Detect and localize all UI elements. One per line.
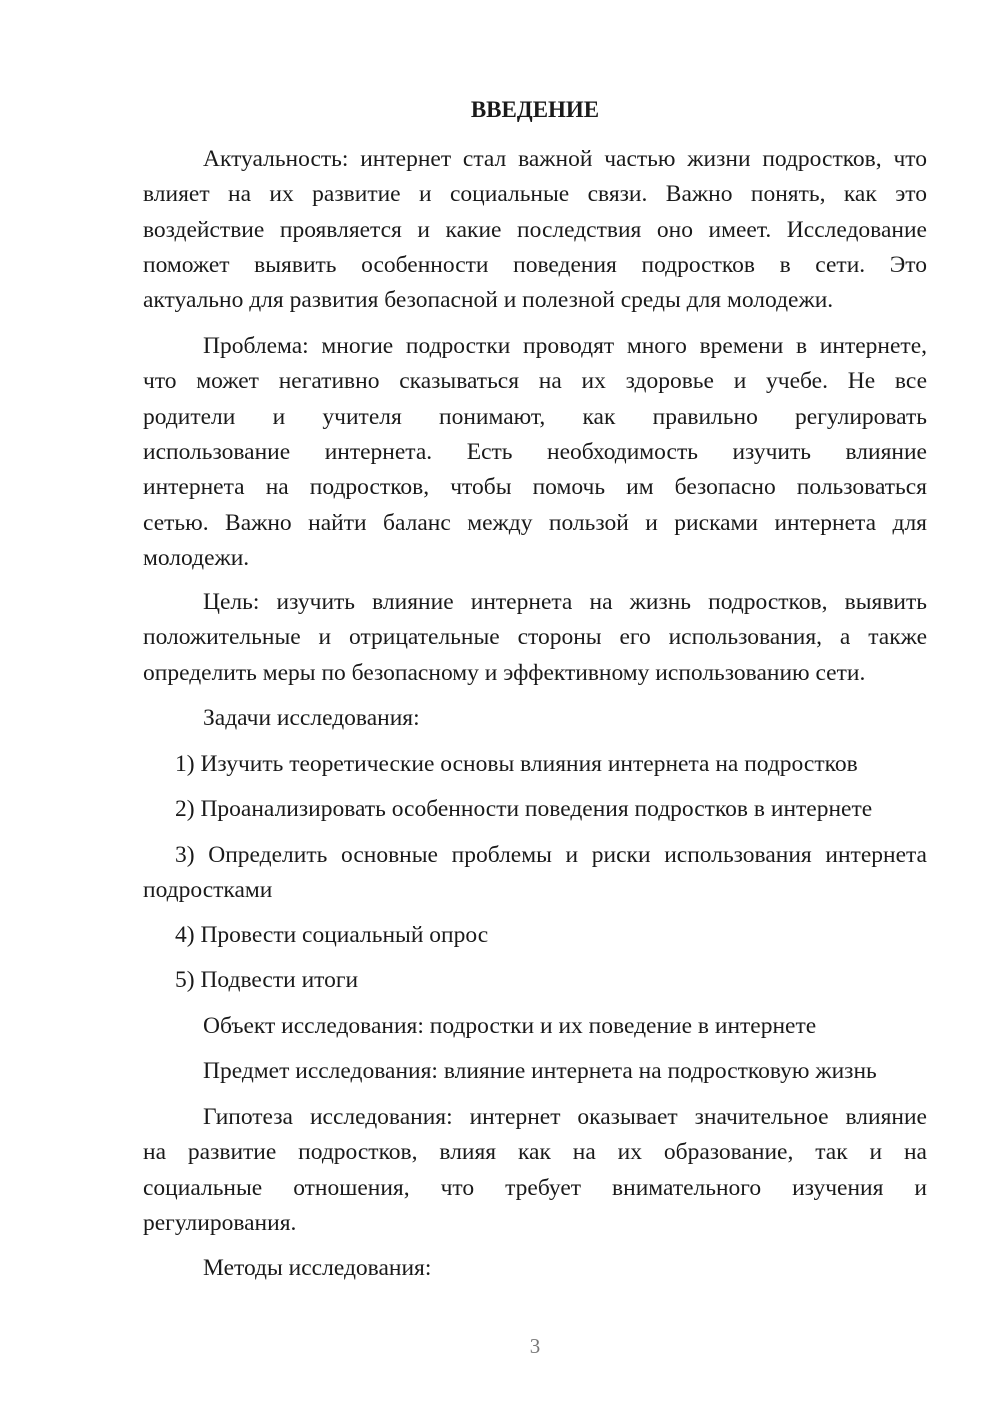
paragraph-line: подростками <box>143 877 273 904</box>
paragraph-line: 3) Определить основные проблемы и риски использования интернета <box>175 842 927 868</box>
page-number: 3 <box>529 1334 541 1358</box>
paragraph-line: Гипотеза исследования: интернет оказывает значительное влияние <box>203 1104 927 1130</box>
paragraph-line: использование интернета. Есть необходимость изучить влияние <box>143 438 927 465</box>
paragraph-line: Цель: изучить влияние интернета на жизнь подростков, выявить <box>203 589 927 615</box>
paragraph-line: социальные отношения, что требует внимательного изучения и <box>143 1174 927 1201</box>
paragraph-line: актуально для развития безопасной и полезной среды для молодежи. <box>143 287 834 314</box>
paragraph-line: родители и учителя понимают, как правильно регулировать <box>143 403 927 430</box>
paragraph-line: сетью. Важно найти баланс между пользой и рисками интернета для <box>143 509 927 536</box>
paragraph-line: 1) Изучить теоретические основы влияния интернета на подростков <box>175 751 858 777</box>
paragraph-line: воздействие проявляется и какие последствия оно имеет. Исследование <box>143 216 927 243</box>
paragraph-line: молодежи. <box>143 544 250 571</box>
paragraph-line: Актуальность: интернет стал важной частью жизни подростков, что <box>203 146 927 172</box>
paragraph-line: регулирования. <box>143 1209 297 1236</box>
paragraph-line: 5) Подвести итоги <box>175 967 359 993</box>
paragraph-line: определить меры по безопасному и эффективному использованию сети. <box>143 659 866 686</box>
paragraph-line: Объект исследования: подростки и их поведение в интернете <box>203 1013 817 1039</box>
paragraph-line: поможет выявить особенности поведения подростков в сети. Это <box>143 251 927 278</box>
paragraph-line: интернета на подростков, чтобы помочь им безопасно пользоваться <box>143 474 927 501</box>
paragraph-line: Проблема: многие подростки проводят много времени в интернете, <box>203 333 927 359</box>
paragraph-line: 4) Провести социальный опрос <box>175 922 489 948</box>
paragraph-line: что может негативно сказываться на их здоровье и учебе. Не все <box>143 368 927 395</box>
paragraph-line: Методы исследования: <box>203 1255 432 1281</box>
paragraph-line: Задачи исследования: <box>203 705 420 731</box>
paragraph-line: Предмет исследования: влияние интернета на подростковую жизнь <box>203 1058 877 1084</box>
paragraph-line: положительные и отрицательные стороны его использования, а также <box>143 624 927 651</box>
paragraph-line: 2) Проанализировать особенности поведения подростков в интернете <box>175 796 873 822</box>
paragraph-line: на развитие подростков, влияя как на их образование, так и на <box>143 1139 927 1166</box>
paragraph-line: влияет на их развитие и социальные связи. Важно понять, как это <box>143 181 927 208</box>
section-title: ВВЕДЕНИЕ <box>470 97 600 122</box>
